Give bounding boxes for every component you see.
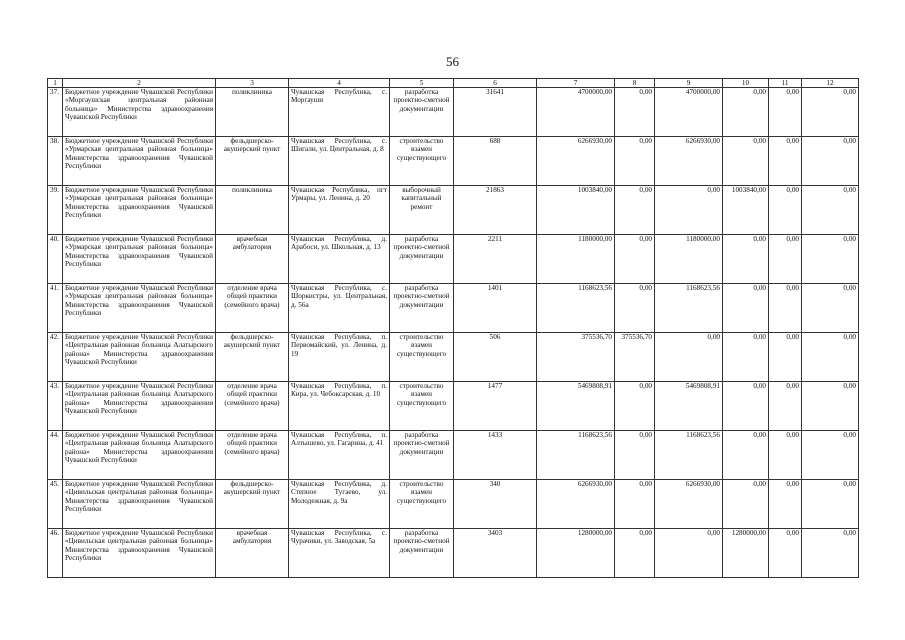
amount-col-9-cell: 4700000,00 — [655, 88, 723, 137]
amount-col-9-cell: 6266930,00 — [655, 480, 723, 529]
column-header: 6 — [454, 79, 537, 88]
institution-name-cell: Бюджетное учреждение Чувашской Республики «Урмарская центральная районная больница» Министерства здравоохранения Чувашской Республики — [63, 235, 216, 284]
amount-col-8-cell: 0,00 — [615, 235, 655, 284]
work-type-cell: строительство взамен существующего — [390, 137, 454, 186]
facility-address-cell: Чувашская Республика, п. Первомайский, ул. Ленина, д. 19 — [289, 333, 390, 382]
amount-col-11-cell: 0,00 — [769, 186, 802, 235]
amount-col-9-cell: 1168623,56 — [655, 284, 723, 333]
institution-name-cell: Бюджетное учреждение Чувашской Республики «Центральная районная больница Алатырского района» Министерства здравоохранения Чувашской Республики — [63, 333, 216, 382]
amount-col-8-cell: 375536,70 — [615, 333, 655, 382]
work-type-cell: разработка проектно-сметной документации — [390, 88, 454, 137]
amount-col-10-cell: 0,00 — [723, 88, 769, 137]
amount-col-11-cell: 0,00 — [769, 529, 802, 578]
institution-name-cell: Бюджетное учреждение Чувашской Республики «Урмарская центральная районная больница» Министерства здравоохранения Чувашской Республики — [63, 137, 216, 186]
column-header: 2 — [63, 79, 216, 88]
amount-col-8-cell: 0,00 — [615, 382, 655, 431]
data-table — [47, 78, 859, 578]
total-amount-cell: 1168623,56 — [537, 431, 615, 480]
amount-col-12-cell: 0,00 — [802, 382, 859, 431]
amount-col-10-cell: 0,00 — [723, 284, 769, 333]
work-type-cell: строительство взамен существующего — [390, 333, 454, 382]
row-number-cell: 41. — [48, 284, 63, 333]
amount-col-10-cell: 0,00 — [723, 235, 769, 284]
area-value-cell: 340 — [454, 480, 537, 529]
work-type-cell: выборочный капитальный ремонт — [390, 186, 454, 235]
row-number-cell: 42. — [48, 333, 63, 382]
table-row — [48, 431, 859, 480]
table-row — [48, 235, 859, 284]
amount-col-11-cell: 0,00 — [769, 382, 802, 431]
area-value-cell: 21863 — [454, 186, 537, 235]
column-header: 4 — [289, 79, 390, 88]
amount-col-12-cell: 0,00 — [802, 333, 859, 382]
amount-col-8-cell: 0,00 — [615, 480, 655, 529]
amount-col-12-cell: 0,00 — [802, 431, 859, 480]
work-type-cell: разработка проектно-сметной документации — [390, 235, 454, 284]
row-number-cell: 46. — [48, 529, 63, 578]
amount-col-12-cell: 0,00 — [802, 529, 859, 578]
institution-name-cell: Бюджетное учреждение Чувашской Республики «Урмарская центральная районная больница» Министерства здравоохранения Чувашской Республики — [63, 284, 216, 333]
amount-col-11-cell: 0,00 — [769, 137, 802, 186]
column-header: 9 — [655, 79, 723, 88]
amount-col-9-cell: 0,00 — [655, 529, 723, 578]
table-row — [48, 284, 859, 333]
amount-col-10-cell: 0,00 — [723, 333, 769, 382]
amount-col-10-cell: 1280000,00 — [723, 529, 769, 578]
area-value-cell: 1433 — [454, 431, 537, 480]
amount-col-12-cell: 0,00 — [802, 88, 859, 137]
table-row — [48, 382, 859, 431]
institution-name-cell: Бюджетное учреждение Чувашской Республики «Урмарская центральная районная больница» Министерства здравоохранения Чувашской Республики — [63, 186, 216, 235]
row-number-cell: 38. — [48, 137, 63, 186]
column-header: 10 — [723, 79, 769, 88]
table-row — [48, 333, 859, 382]
facility-address-cell: Чувашская Республика, п. Кира, ул. Чебоксарская, д. 10 — [289, 382, 390, 431]
facility-type-cell: фельдшерско-акушерский пункт — [216, 333, 289, 382]
facility-address-cell: Чувашская Республика, с. Моргауши — [289, 88, 390, 137]
table-row — [48, 88, 859, 137]
institution-name-cell: Бюджетное учреждение Чувашской Республики «Цивильская центральная районная больница» Министерства здравоохранения Чувашской Республики — [63, 529, 216, 578]
row-number-cell: 43. — [48, 382, 63, 431]
facility-type-cell: отделение врача общей практики (семейного врача) — [216, 284, 289, 333]
total-amount-cell: 375536,70 — [537, 333, 615, 382]
institution-name-cell: Бюджетное учреждение Чувашской Республики «Цивильская центральная районная больница» Министерства здравоохранения Чувашской Республики — [63, 480, 216, 529]
amount-col-10-cell: 0,00 — [723, 480, 769, 529]
column-header: 11 — [769, 79, 802, 88]
amount-col-11-cell: 0,00 — [769, 480, 802, 529]
facility-address-cell: Чувашская Республика, п. Алтышево, ул. Гагарина, д. 41 — [289, 431, 390, 480]
amount-col-11-cell: 0,00 — [769, 235, 802, 284]
amount-col-11-cell: 0,00 — [769, 88, 802, 137]
facility-type-cell: отделение врача общей практики (семейного врача) — [216, 431, 289, 480]
amount-col-12-cell: 0,00 — [802, 186, 859, 235]
institution-name-cell: Бюджетное учреждение Чувашской Республики «Центральная районная больница Алатырского района» Министерства здравоохранения Чувашской Республики — [63, 431, 216, 480]
institution-name-cell: Бюджетное учреждение Чувашской Республики «Моргаушская центральная районная больница» Министерства здравоохранения Чувашской Республики — [63, 88, 216, 137]
row-number-cell: 45. — [48, 480, 63, 529]
amount-col-12-cell: 0,00 — [802, 235, 859, 284]
facility-type-cell: отделение врача общей практики (семейного врача) — [216, 382, 289, 431]
page-number: 56 — [446, 54, 459, 69]
work-type-cell: разработка проектно-сметной документации — [390, 529, 454, 578]
total-amount-cell: 1180000,00 — [537, 235, 615, 284]
row-number-cell: 39. — [48, 186, 63, 235]
amount-col-11-cell: 0,00 — [769, 333, 802, 382]
facility-type-cell: поликлиника — [216, 186, 289, 235]
area-value-cell: 506 — [454, 333, 537, 382]
table-row — [48, 137, 859, 186]
amount-col-10-cell: 1003840,00 — [723, 186, 769, 235]
total-amount-cell: 1003840,00 — [537, 186, 615, 235]
row-number-cell: 40. — [48, 235, 63, 284]
work-type-cell: разработка проектно-сметной документации — [390, 284, 454, 333]
column-header: 12 — [802, 79, 859, 88]
amount-col-9-cell: 0,00 — [655, 333, 723, 382]
amount-col-12-cell: 0,00 — [802, 284, 859, 333]
work-type-cell: разработка проектно-сметной документации — [390, 431, 454, 480]
total-amount-cell: 6266930,00 — [537, 480, 615, 529]
column-header: 7 — [537, 79, 615, 88]
row-number-cell: 44. — [48, 431, 63, 480]
facility-type-cell: врачебная амбулатория — [216, 529, 289, 578]
area-value-cell: 1401 — [454, 284, 537, 333]
area-value-cell: 31641 — [454, 88, 537, 137]
column-header: 3 — [216, 79, 289, 88]
work-type-cell: строительство взамен существующего — [390, 382, 454, 431]
amount-col-8-cell: 0,00 — [615, 529, 655, 578]
column-header: 1 — [48, 79, 63, 88]
amount-col-10-cell: 0,00 — [723, 137, 769, 186]
amount-col-9-cell: 1168623,56 — [655, 431, 723, 480]
table-row — [48, 186, 859, 235]
table-row — [48, 480, 859, 529]
facility-address-cell: Чувашская Республика, д. Степное Тугаево, ул. Молодежная, д. 9а — [289, 480, 390, 529]
area-value-cell: 2211 — [454, 235, 537, 284]
amount-col-10-cell: 0,00 — [723, 382, 769, 431]
facility-address-cell: Чувашская Республика, с. Шоркистры, ул. Центральная, д. 56а — [289, 284, 390, 333]
amount-col-11-cell: 0,00 — [769, 284, 802, 333]
amount-col-8-cell: 0,00 — [615, 284, 655, 333]
amount-col-9-cell: 1180000,00 — [655, 235, 723, 284]
amount-col-11-cell: 0,00 — [769, 431, 802, 480]
facility-address-cell: Чувашская Республика, д. Арабоси, ул. Школьная, д. 13 — [289, 235, 390, 284]
facility-address-cell: Чувашская Республика, пгт Урмары, ул. Ленина, д. 20 — [289, 186, 390, 235]
amount-col-12-cell: 0,00 — [802, 137, 859, 186]
total-amount-cell: 6266930,00 — [537, 137, 615, 186]
column-header: 5 — [390, 79, 454, 88]
facility-type-cell: врачебная амбулатория — [216, 235, 289, 284]
amount-col-9-cell: 6266930,00 — [655, 137, 723, 186]
amount-col-10-cell: 0,00 — [723, 431, 769, 480]
facility-address-cell: Чувашская Республика, с. Чурачики, ул. Заводская, 5а — [289, 529, 390, 578]
facility-address-cell: Чувашская Республика, с. Шигали, ул. Центральная, д. 8 — [289, 137, 390, 186]
facility-type-cell: фельдшерско-акушерский пункт — [216, 480, 289, 529]
facility-type-cell: поликлиника — [216, 88, 289, 137]
total-amount-cell: 4700000,00 — [537, 88, 615, 137]
total-amount-cell: 1168623,56 — [537, 284, 615, 333]
work-type-cell: строительство взамен существующего — [390, 480, 454, 529]
amount-col-12-cell: 0,00 — [802, 480, 859, 529]
institution-name-cell: Бюджетное учреждение Чувашской Республики «Центральная районная больница Алатырского района» Министерства здравоохранения Чувашской Республики — [63, 382, 216, 431]
amount-col-9-cell: 5469808,91 — [655, 382, 723, 431]
area-value-cell: 688 — [454, 137, 537, 186]
total-amount-cell: 5469808,91 — [537, 382, 615, 431]
amount-col-8-cell: 0,00 — [615, 186, 655, 235]
area-value-cell: 3403 — [454, 529, 537, 578]
amount-col-8-cell: 0,00 — [615, 88, 655, 137]
amount-col-8-cell: 0,00 — [615, 431, 655, 480]
amount-col-8-cell: 0,00 — [615, 137, 655, 186]
area-value-cell: 1477 — [454, 382, 537, 431]
total-amount-cell: 1280000,00 — [537, 529, 615, 578]
column-header: 8 — [615, 79, 655, 88]
row-number-cell: 37. — [48, 88, 63, 137]
header-row — [48, 79, 859, 88]
facility-type-cell: фельдшерско-акушерский пункт — [216, 137, 289, 186]
amount-col-9-cell: 0,00 — [655, 186, 723, 235]
table-row — [48, 529, 859, 578]
